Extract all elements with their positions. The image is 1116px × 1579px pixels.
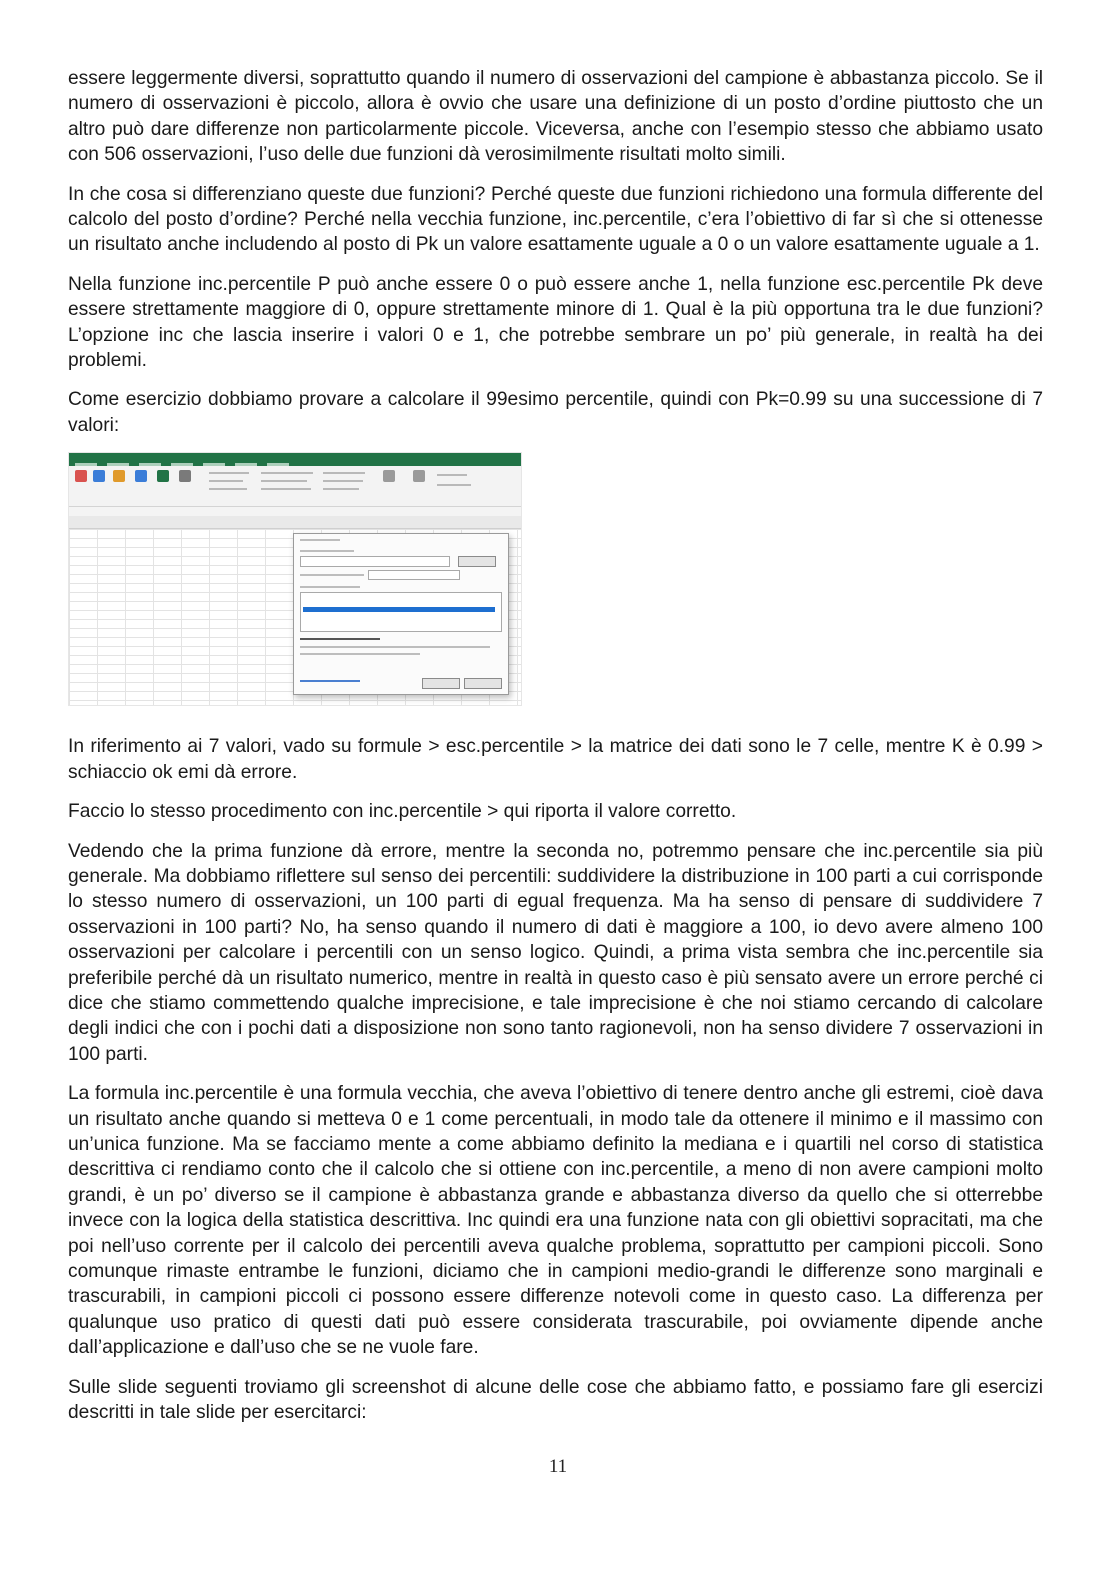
ribbon-tab-bar	[69, 453, 521, 466]
page-number: 11	[548, 1456, 568, 1477]
paragraph: La formula inc.percentile è una formula vecchia, che aveva l’obiettivo di tenere dentro anche gli estremi, cioè dava un risultato anche quando si metteva 0 e 1 come percentuali, in modo tale da ottenere il minimo e il massimo con un’unica funzione. Ma se facciamo mente a come abbiamo definito la mediana e i quartili nel corso di statistica descrittiva ci rendiamo conto che il calcolo che si ottiene con inc.percentile, a meno di non avere campioni molto grandi, è un po’ diverso se il campione è abbastanza grande e abbastanza diverso da quello che si otterrebbe invece con la logica della statistica descrittiva. Inc quindi era una funzione nata con gli obiettivi sopracitati, ma che poi nell’uso corrente per il calcolo dei percentili aveva qualche problema, soprattutto per campioni piccoli. Sono comunque rimaste entrambe le funzioni, diciamo che in campioni medio-grandi le differenze sono marginali e trascurabili, in campioni piccoli ci possono essere differenze notevoli come in questo caso. La differenza per qualunque uso pratico di questi dati può essere considerata trascurabile, poi ovviamente dipende anche dall’applicazione e dall’uso che se ne vuole fare.	[68, 1083, 1043, 1359]
column-header-row	[69, 516, 521, 529]
excel-screenshot-image	[68, 452, 522, 706]
paragraph: Come esercizio dobbiamo provare a calcolare il 99esimo percentile, quindi con Pk=0.99 su una successione di 7 valori:	[68, 389, 1043, 436]
paragraph: Vedendo che la prima funzione dà errore, mentre la seconda no, potremmo pensare che inc.percentile sia più generale. Ma dobbiamo riflettere sul senso dei percentili: suddividere la distribuzione in 100 parti a cui corrisponde lo stesso numero di osservazioni, un 100 parti di egual frequenza. Ma ha senso di pensare di suddividere 7 osservazioni in 100 parti? No, ha senso quando il numero di dati è maggiore a 100, io devo avere almeno 100 osservazioni per calcolare i percentili con un senso logico. Quindi, a prima vista sembra che inc.percentile sia preferibile perché dà un risultato numerico, mentre in realtà in questo caso è più sensato avere un errore perché ci dice che stiamo commettendo qualche imprecisione, e tale imprecisione è che noi stiamo cercando di calcolare degli indici che con i pochi dati a disposizione non sono tanto ragionevoli, non ha senso dividere 7 osservazioni in 100 parti.	[68, 840, 1043, 1065]
paragraph: In riferimento ai 7 valori, vado su formule > esc.percentile > la matrice dei dati sono le 7 celle, mentre K è 0.99 > schiaccio ok emi dà errore.	[68, 736, 1043, 783]
insert-function-dialog	[293, 533, 509, 695]
page-body	[68, 66, 1043, 1439]
paragraph: In che cosa si differenziano queste due funzioni? Perché queste due funzioni richiedono una formula differente del calcolo del posto d’ordine? Perché nella vecchia funzione, inc.percentile, c’era l’obiettivo di far sì che si ottenesse un risultato anche includendo al posto di Pk un valore esattamente uguale a 0 o un valore esattamente uguale a 1.	[68, 183, 1043, 256]
paragraph: Sulle slide seguenti troviamo gli screenshot di alcune delle cose che abbiamo fatto, e possiamo fare gli esercizi descritti in tale slide per esercitarci:	[68, 1376, 1043, 1424]
paragraph: Nella funzione inc.percentile P può anche essere 0 o può essere anche 1, nella funzione esc.percentile Pk deve essere strettamente maggiore di 0, oppure strettamente minore di 1. Qual è la più opportuna tra le due funzioni? L’opzione inc che lascia inserire i valori 0 e 1, che potrebbe sembrare un po’ più generale, in realtà ha dei problemi.	[68, 273, 1043, 372]
paragraph: essere leggermente diversi, soprattutto quando il numero di osservazioni del campione è abbastanza piccolo. Se il numero di osservazioni è piccolo, allora è ovvio che usare una definizione di un posto d’ordine piuttosto che un altro può dare differenze non particolarmente piccole. Viceversa, anche con l’esempio stesso che abbiamo usato con 506 osservazioni, l’uso delle due funzioni dà verosimilmente risultati molto simili.	[68, 68, 1043, 166]
ribbon-toolbar	[69, 466, 521, 507]
paragraph: Faccio lo stesso procedimento con inc.percentile > qui riporta il valore corretto.	[68, 801, 737, 823]
